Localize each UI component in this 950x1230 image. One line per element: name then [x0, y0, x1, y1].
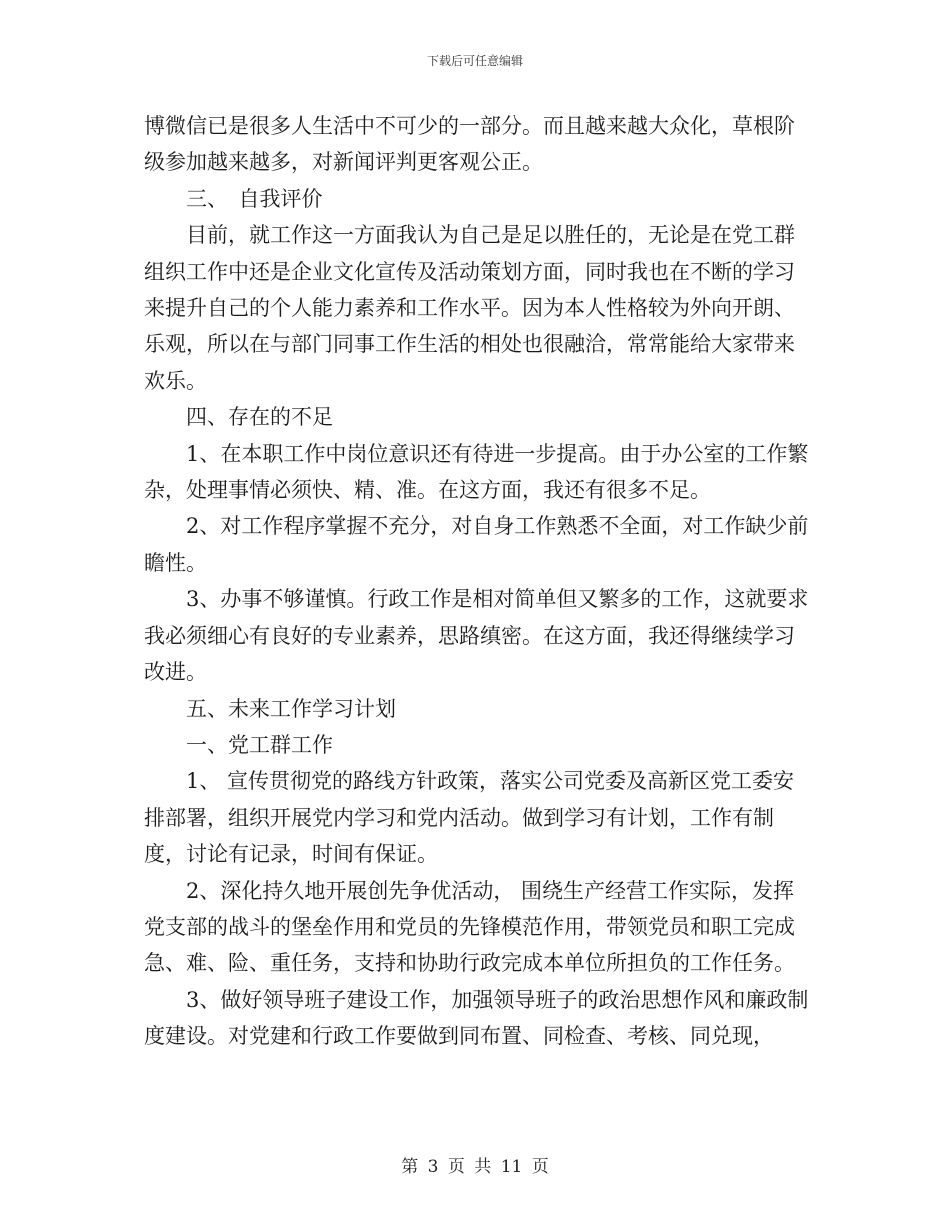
- paragraph: 3、做好领导班子建设工作，加强领导班子的政治思想作风和廉政制度建设。对党建和行政工作要做到同布置、同检查、考核、同兑现，: [144, 987, 809, 1049]
- subsection-heading-party-work: 一、党工群工作: [186, 732, 333, 757]
- paragraph: 目前，就工作这一方面我认为自己是足以胜任的，无论是在党工群组织工作中还是企业文化宣传及活动策划方面，同时我也在不断的学习来提升自己的个人能力素养和工作水平。因为本人性格较为外向开朗、乐观，所以在与部门同事工作生活的相处也很融洽，常常能给大家带来欢乐。: [144, 223, 795, 393]
- paragraph: 2、深化持久地开展创先争优活动， 围绕生产经营工作实际，发挥党支部的战斗的堡垒作用和党员的先锋模范作用，带领党员和职工完成急、难、险、重任务，支持和协助行政完成本单位所担负的工作任务。: [144, 878, 795, 976]
- paragraph: 1、在本职工作中岗位意识还有待进一步提高。由于办公室的工作繁杂，处理事情必须快、精、准。在这方面，我还有很多不足。: [144, 441, 809, 503]
- section-heading-future-plan: 五、未来工作学习计划: [186, 696, 396, 721]
- paragraph: 博微信已是很多人生活中不可少的一部分。而且越来越大众化，草根阶级参加越来越多，对新闻评判更客观公正。: [144, 114, 795, 175]
- section-heading-shortcomings: 四、存在的不足: [186, 405, 333, 430]
- paragraph: 2、对工作程序掌握不充分，对自身工作熟悉不全面，对工作缺少前瞻性。: [144, 514, 809, 575]
- page-header: 下载后可任意编辑: [426, 54, 523, 68]
- page-number-footer: 第 3 页 共 11 页: [401, 1157, 549, 1177]
- section-heading-self-evaluation: 三、 自我评价: [186, 186, 323, 211]
- document-body: [144, 108, 810, 1055]
- paragraph: 1、 宣传贯彻党的路线方针政策，落实公司党委及高新区党工委安排部署，组织开展党内学习和党内活动。做到学习有计划，工作有制度，讨论有记录，时间有保证。: [144, 769, 795, 867]
- paragraph: 3、办事不够谨慎。行政工作是相对简单但又繁多的工作，这就要求我必须细心有良好的专业素养，思路缜密。在这方面，我还得继续学习改进。: [144, 587, 809, 685]
